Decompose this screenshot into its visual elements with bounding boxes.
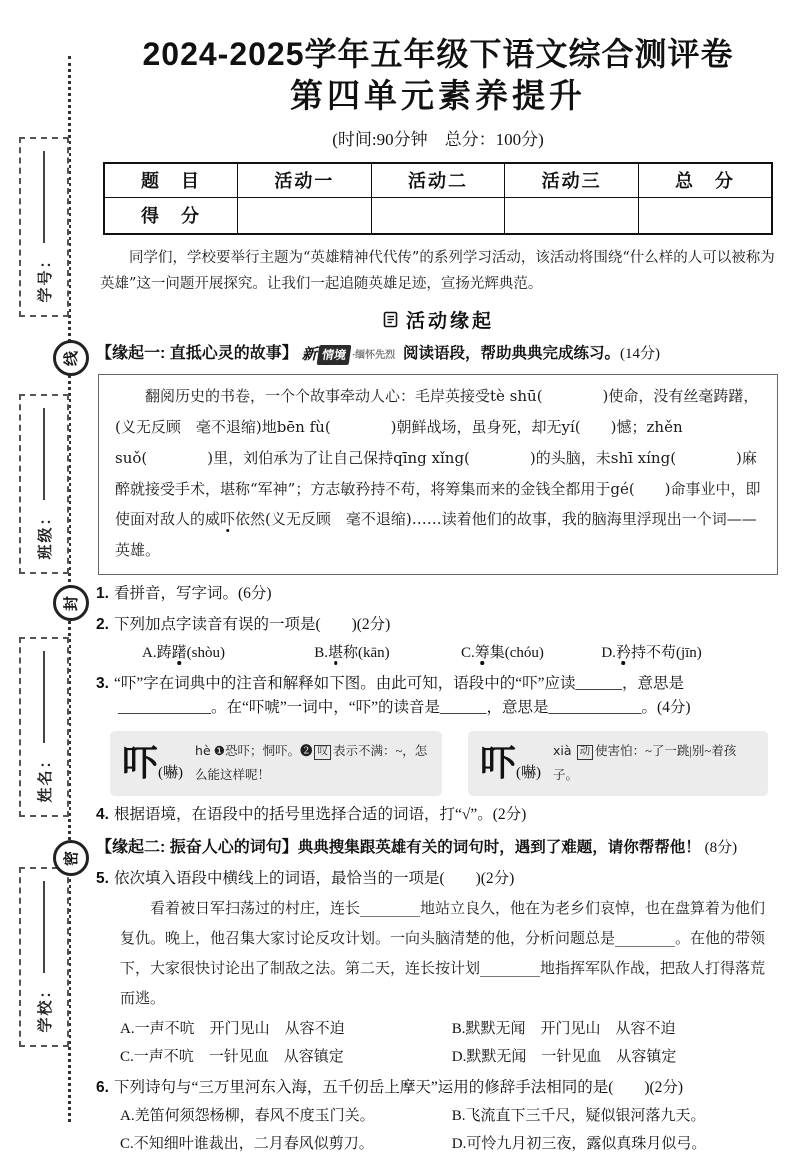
badge-sub-text: ·缅怀先烈	[351, 349, 396, 361]
seal-stamp-feng	[53, 585, 89, 621]
q5-option-b: B.默默无闻 开门见山 从容不迫	[451, 1020, 676, 1037]
q6-option-c: C.不知细叶谁裁出，二月春风似剪刀。	[120, 1136, 374, 1153]
dict-he-definition	[195, 739, 430, 788]
origin2-score: (8分)	[704, 839, 738, 856]
q2-c-dotted-char: 筹	[474, 644, 490, 661]
school-field[interactable]	[19, 867, 69, 1047]
score-cell-activity2	[371, 197, 505, 234]
reading-passage-text	[115, 381, 761, 566]
q2-option-a	[142, 642, 314, 665]
q2-a-dotted-char: 躇	[171, 644, 187, 661]
question-2-stem: 下列加点字读音有误的一项是( )(2分)	[113, 615, 391, 633]
dict-he-def2: 表示不满：~，怎么能这样呢！	[195, 744, 428, 782]
name-blank-line[interactable]	[43, 652, 45, 744]
q2-c-post: 集(chóu)	[489, 644, 544, 661]
score-header-activity1: 活动一	[238, 163, 372, 198]
student-id-label: 学号：	[36, 251, 54, 303]
question-1	[96, 582, 780, 606]
question-6-number: 6.	[96, 1079, 109, 1097]
dictionary-entries	[110, 731, 780, 796]
q2-b-post: 称(kān)	[343, 644, 390, 661]
badge-new-text: 新	[301, 346, 317, 363]
q2-b-dotted-char: 堪	[328, 644, 344, 661]
q2-b-pre: B.	[314, 644, 329, 661]
score-row-label: 得 分	[104, 197, 238, 234]
badge-main-text: 情境	[316, 345, 351, 365]
origin1-tag: 【缘起一: 直抵心灵的故事】	[96, 344, 298, 362]
dict-he-headword	[122, 742, 184, 783]
passage-part1: 翻阅历史的书卷，一个个故事牵动人心：毛岸英接受tè shū( )使命，没有丝毫踌躇，(义无反顾 毫不退缩)地bēn fù( )朝鲜战场，虽身死，却无yí( )憾；zhěn suǒ( )里，刘伯承为了让自己保持qīng xǐng( )的头脑，未shī xíng( )麻醉就接受手术，堪称“军神”；方志敏矜持不苟，将筹集而来的金钱全都用于gé( )命事业中，即使面对敌人的威	[115, 387, 761, 529]
question-6-options	[120, 1105, 780, 1157]
q6-option-a: A.羌笛何须怨杨柳，春风不度玉门关。	[120, 1108, 375, 1125]
class-blank-line[interactable]	[43, 409, 45, 501]
question-5-passage: 看着被日军扫荡过的村庄，连长________地站立良久，他在为老乡们哀悼，也在盘算着为他们复仇。晚上，他召集大家讨论反攻计划。一向头脑清楚的他，分析问题总是________。在他的带领下，大家很快讨论出了制敌之法。第二天，连长按计划________地指挥军队作战，把敌人打得落荒而逃。	[120, 898, 766, 1007]
dict-he-def1: ❶恐吓；恫吓。❷	[213, 744, 313, 759]
question-4-stem: 根据语境，在语段中的括号里选择合适的词语，打“√”。(2分)	[113, 805, 527, 823]
dict-xia-trad: (嚇)	[516, 764, 542, 781]
q2-option-d	[601, 642, 780, 665]
question-3	[96, 672, 780, 720]
origin1-desc: 阅读语段，帮助典典完成练习。	[403, 344, 621, 362]
passage-dotted-char: 吓	[220, 510, 236, 529]
q2-option-b	[314, 642, 461, 665]
origin1-heading	[96, 342, 780, 367]
question-6	[96, 1076, 780, 1157]
seal-char: 线	[63, 350, 81, 366]
score-table-value-row	[104, 197, 772, 234]
class-field[interactable]	[19, 394, 69, 574]
dict-xia-headword	[480, 742, 542, 783]
section-header	[96, 306, 780, 333]
dict-he-trad: (嚇)	[158, 764, 184, 781]
score-table	[103, 162, 773, 235]
dict-xia-definition	[553, 739, 756, 788]
student-id-blank-line[interactable]	[43, 152, 45, 244]
score-header-timu: 题 目	[104, 163, 238, 198]
dictionary-entry-xia	[468, 731, 768, 796]
question-2-number: 2.	[96, 615, 109, 633]
dictionary-entry-he	[110, 731, 442, 796]
question-2	[96, 613, 780, 665]
question-5-stem: 依次填入语段中横线上的词语，最恰当的一项是( )(2分)	[113, 869, 515, 887]
paper-body	[96, 34, 780, 1157]
question-2-options	[142, 642, 780, 665]
question-1-stem: 看拼音，写字词。(6分)	[113, 584, 272, 602]
q6-option-b: B.飞流直下三千尺，疑似银河落九天。	[451, 1108, 706, 1125]
score-header-activity3: 活动三	[505, 163, 639, 198]
seal-stamp-xian	[53, 340, 89, 376]
school-blank-line[interactable]	[43, 882, 45, 974]
score-table-header-row	[104, 163, 772, 198]
dict-he-char: 吓	[122, 742, 159, 783]
question-3-stem: “吓”字在词典中的注音和解释如下图。由此可知，语段中的“吓”应读______，意思是____________。在“吓唬”一词中，“吓”的读音是______，意思是____________。(4分)	[113, 675, 691, 717]
q2-d-dotted-char: 矜	[615, 644, 631, 661]
q6-option-d: D.可怜九月初三夜，露似真珠月似弓。	[451, 1136, 707, 1153]
q2-a-pre: A.踌	[142, 644, 172, 661]
dict-he-pinyin: hè	[195, 743, 211, 759]
q5-option-c: C.一声不吭 一针见血 从容镇定	[120, 1048, 344, 1065]
origin2-desc: 典典搜集跟英雄有关的词句时，遇到了难题，请你帮帮他！	[297, 838, 701, 856]
origin1-score: (14分)	[620, 345, 661, 362]
question-5	[96, 867, 780, 1070]
q2-option-c	[461, 642, 601, 665]
question-1-number: 1.	[96, 584, 109, 602]
q2-d-post: 持不苟(jīn)	[630, 644, 702, 661]
seal-char: 封	[63, 595, 81, 611]
q2-c-pre: C.	[460, 644, 475, 661]
score-cell-activity3	[505, 197, 639, 234]
score-header-activity2: 活动二	[371, 163, 505, 198]
dict-he-pos: 叹	[314, 745, 331, 760]
note-icon	[382, 311, 399, 328]
paper-title-line2: 第四单元素养提升	[290, 77, 586, 114]
question-6-stem: 下列诗句与“三万里河东入海，五千仞岳上摩天”运用的修辞手法相同的是( )(2分)	[113, 1079, 684, 1097]
question-4	[96, 803, 780, 827]
dict-xia-pinyin: xià	[553, 743, 572, 759]
dict-xia-pos: 动	[577, 745, 594, 760]
origin2-heading	[96, 836, 780, 860]
q2-a-post: (shòu)	[186, 644, 225, 661]
score-cell-total	[638, 197, 772, 234]
question-4-number: 4.	[96, 805, 109, 823]
q5-option-a: A.一声不吭 开门见山 从容不迫	[120, 1020, 345, 1037]
paper-title-line1: 2024-2025学年五年级下语文综合测评卷	[142, 36, 734, 72]
student-id-field[interactable]	[19, 137, 69, 317]
dict-xia-char: 吓	[480, 742, 517, 783]
q5-option-d: D.默默无闻 一针见血 从容镇定	[451, 1048, 677, 1065]
score-header-total: 总 分	[638, 163, 772, 198]
seal-stamp-mi	[53, 840, 89, 876]
q2-d-pre: D.	[601, 644, 616, 661]
name-label: 姓名：	[36, 751, 54, 803]
passage-part2: 依然(义无反顾 毫不退缩)……读着他们的故事，我的脑海里浮现出一个词——英雄。	[115, 510, 757, 560]
name-field[interactable]	[19, 637, 69, 817]
class-label: 班级：	[36, 508, 54, 560]
time-and-total-score: (时间:90分钟 总分：100分)	[332, 129, 544, 149]
school-label: 学校：	[36, 981, 54, 1033]
new-context-badge	[302, 344, 395, 367]
question-3-number: 3.	[96, 675, 109, 693]
score-cell-activity1	[238, 197, 372, 234]
dict-xia-def: 使害怕：~了一跳|别~着孩子。	[553, 744, 737, 782]
section-title: 活动缘起	[405, 310, 494, 332]
reading-passage-box	[98, 374, 778, 575]
seal-char: 密	[63, 850, 81, 866]
question-5-number: 5.	[96, 869, 109, 887]
question-5-options	[120, 1018, 780, 1070]
origin2-tag: 【缘起二: 振奋人心的词句】	[96, 838, 298, 856]
exam-intro-paragraph: 同学们，学校要举行主题为“英雄精神代代传”的系列学习活动，该活动将围绕“什么样的人可以被称为英雄”这一问题开展探究。让我们一起追随英雄足迹，宣扬光辉典范。	[100, 249, 775, 292]
